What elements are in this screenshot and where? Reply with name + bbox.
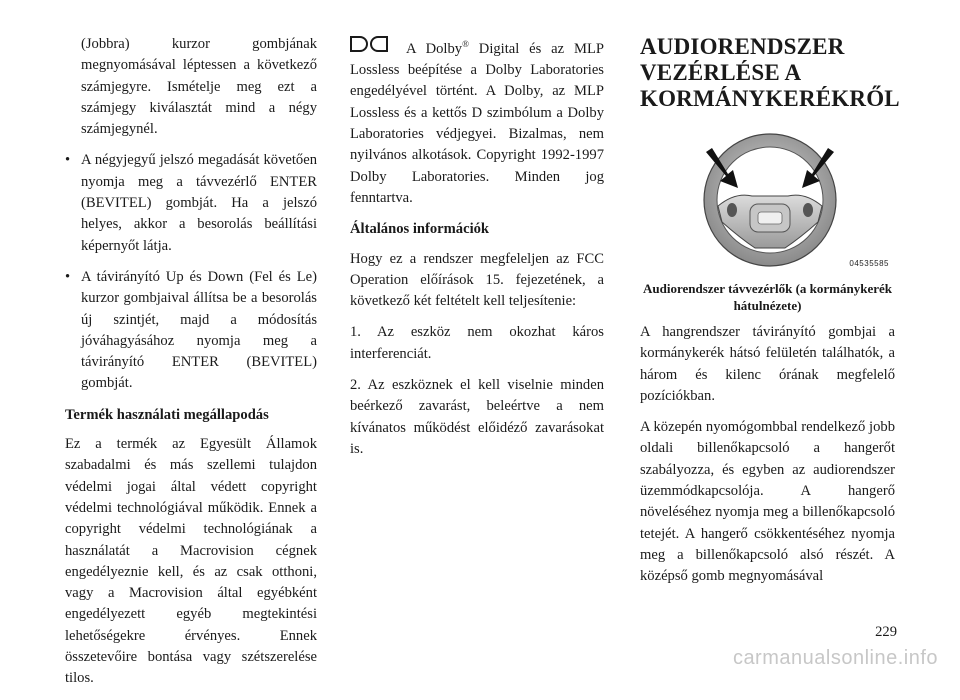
dolby-intro: A Dolby bbox=[406, 40, 463, 57]
bullet-marker: • bbox=[65, 268, 71, 285]
fcc-intro: Hogy ez a rendszer megfeleljen az FCC Operation előírások 15. fejezetének, a következő két feltételt kell teljesítenie: bbox=[350, 250, 604, 310]
bullet-marker: • bbox=[65, 152, 71, 169]
body-paragraph: A közepén nyomógombbal rendelkező jobb oldali billenőkapcsoló a hangerőt szabályozza, és egyben az audiorendszer üzemmódkapcsolója. A hangerő növeléséhez nyomja meg a billenőkapcsoló tetejét. A hangerő csökkentéséhez nyomja meg a billenőkapcsoló alsó részét. A középső gomb megnyomásával bbox=[640, 419, 895, 585]
body-paragraph: A hangrendszer távirányító gombjai a kormánykerék hátsó felületén találhatók, a három és kilenc órának megfelelő pozíciókban. bbox=[640, 324, 895, 404]
fcc-item-2: 2. Az eszköznek el kell viselnie minden beérkező zavarást, beleértve a nem kívánatos működést előidéző zavarásokat is. bbox=[350, 377, 604, 457]
registered-mark: ® bbox=[462, 39, 469, 49]
figure-caption: Audiorendszer távvezérlők (a kormánykerék hátulnézete) bbox=[642, 281, 893, 313]
column-middle bbox=[350, 34, 604, 470]
page-number: 229 bbox=[875, 624, 897, 640]
steering-wheel-figure bbox=[640, 126, 895, 276]
continued-paragraph: (Jobbra) kurzor gombjának megnyomásával léptessen a következő számjegyre. Ismételje meg ezt a számjegy kiválasztát mind a négy számjegynél. bbox=[81, 36, 317, 138]
bullet-text: A négyjegyű jelszó megadását követően nyomja meg a távvezérlő ENTER (BEVITEL) gombját. Ha a jelszó helyes, akkor a besorolás beállítási képernyőt látja. bbox=[81, 152, 317, 254]
column-right bbox=[640, 34, 900, 598]
section-title: AUDIORENDSZER VEZÉRLÉSE A KORMÁNYKERÉKRŐL bbox=[640, 34, 900, 111]
section-heading-general: Általános információk bbox=[350, 221, 490, 238]
fcc-item-1: 1. Az eszköz nem okozhat káros interferenciát. bbox=[350, 324, 604, 362]
dolby-text: Digital és az MLP Lossless beépítése a Dolby Laboratories engedélyével történt. A Dolby, az MLP Lossless és a kettős D szimbólum a Dolby Laboratories védjegyei. Bizalmas, nem nyilvános alkotások. Copyright 1992-1997 Dolby Laboratories. Minden jog fenntartva. bbox=[350, 40, 604, 206]
bullet-text: A távirányító Up és Down (Fel és Le) kurzor gombjaival állítsa be a besorolás új szintjét, majd a módosítás jóváhagyásához nyomja meg a távirányító ENTER (BEVITEL) gombját. bbox=[81, 268, 317, 392]
watermark: carmanualsonline.info bbox=[732, 647, 938, 669]
section-heading-agreement: Termék használati megállapodás bbox=[65, 406, 269, 423]
list-item bbox=[65, 267, 317, 395]
bullet-list bbox=[65, 150, 317, 394]
agreement-paragraph: Ez a termék az Egyesült Államok szabadalmi és más szellemi tulajdon védelmi jogai által védett copyright védelmi technológiával működik. Ennek a copyright védelmi technológiának a használatát a Macrovision cégnek engedélyeznie kell, és az csak otthoni, vagy a Macrovision által egyébként engedélyezett egyéb megtekintési lehetőségekre érvényes. Ennek összetevőire bontása vagy szétszerelése tilos. bbox=[65, 436, 317, 687]
column-left bbox=[65, 34, 317, 700]
list-item bbox=[65, 150, 317, 256]
dolby-paragraph bbox=[350, 34, 604, 209]
dolby-double-d-logo-icon bbox=[350, 36, 394, 58]
figure-code: 04535585 bbox=[849, 258, 889, 268]
